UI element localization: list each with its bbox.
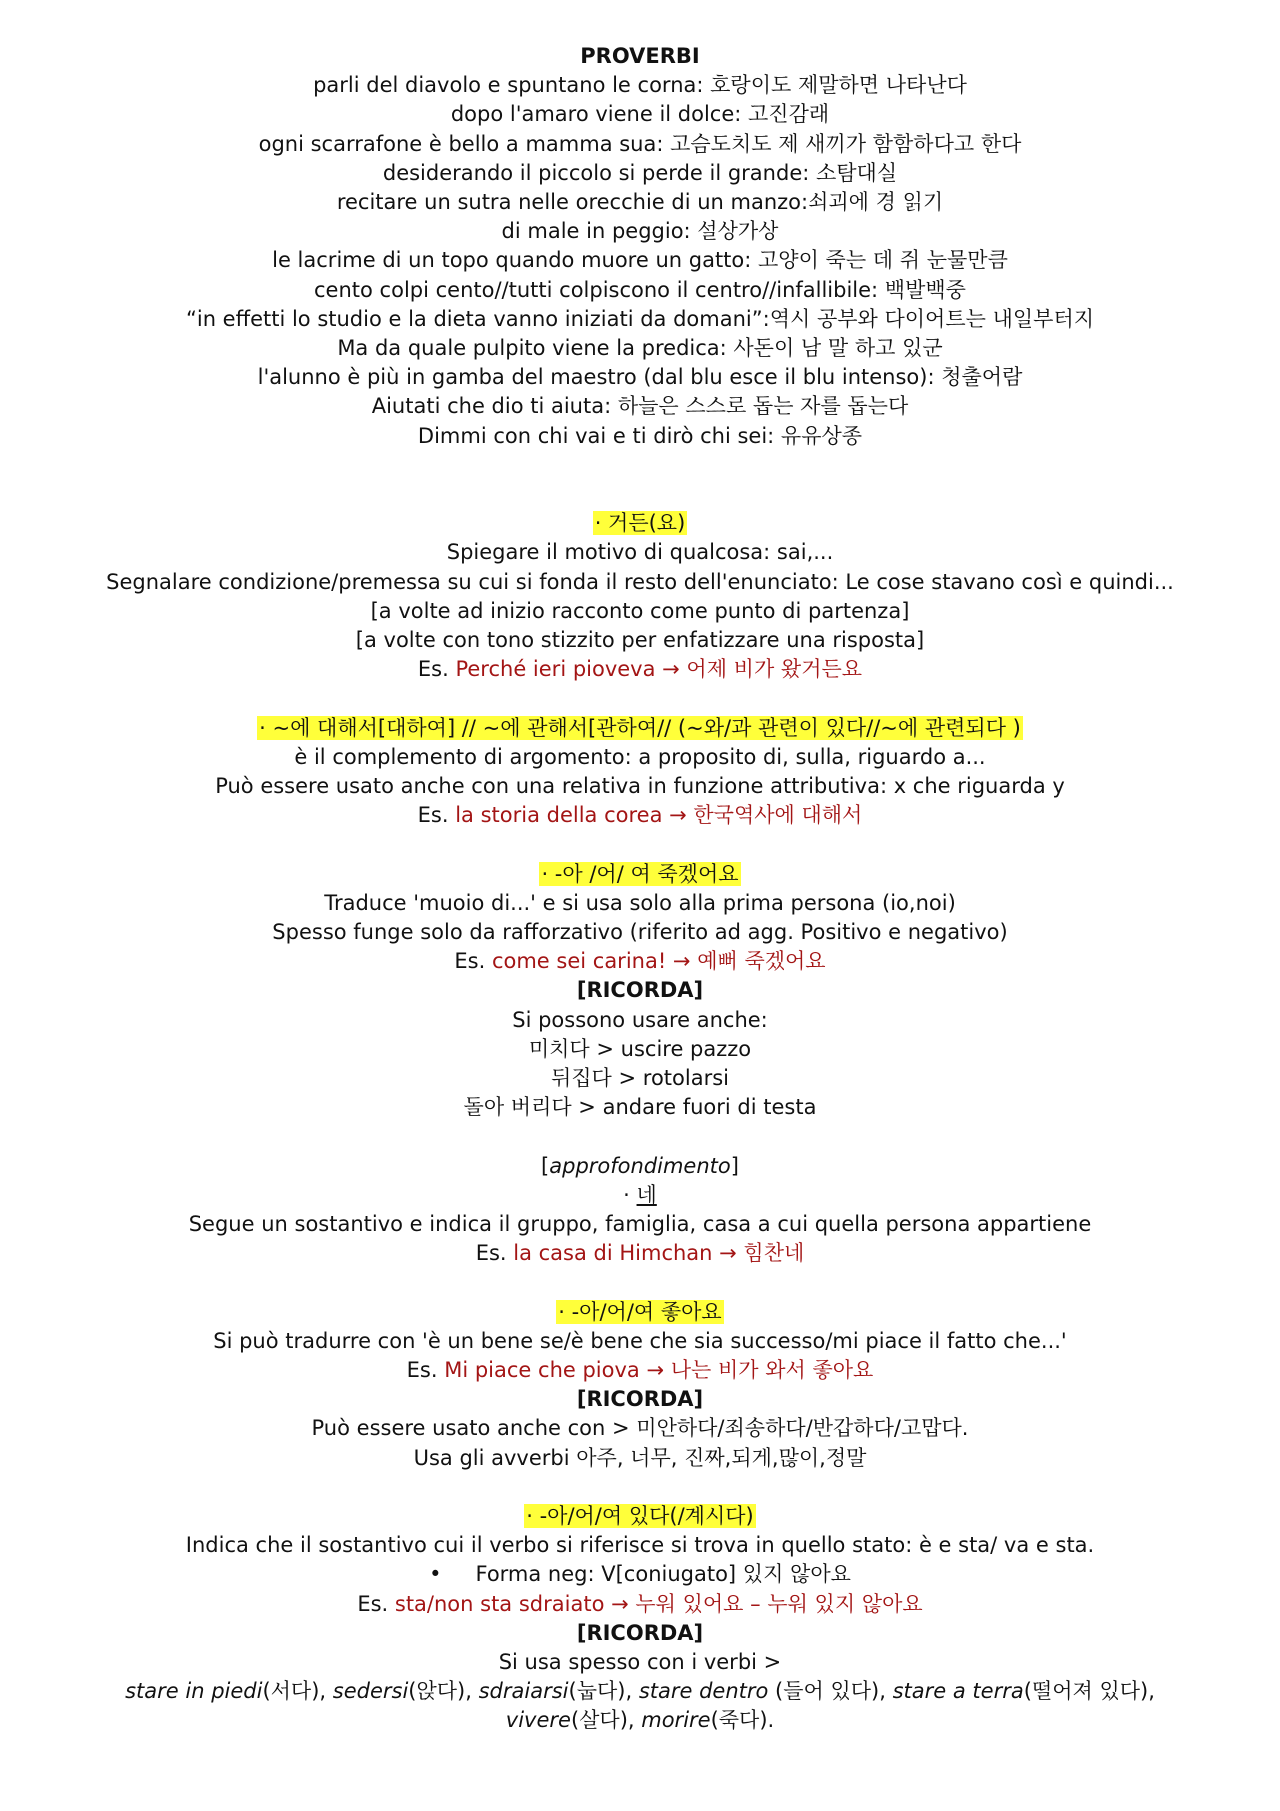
example-text: Mi piace che piova → 나는 비가 와서 좋아요 bbox=[444, 1358, 874, 1383]
example-line: Es. la casa di Himchan → 힘찬네 bbox=[475, 1241, 805, 1266]
section-geodeun bbox=[0, 509, 1280, 538]
proverb-line: Dimmi con chi vai e ti dirò chi sei: 유유상종 bbox=[417, 423, 863, 448]
section-heading: · -아/어/여 좋아요 bbox=[558, 1299, 722, 1324]
ricorda-label: [RICORDA] bbox=[576, 1620, 704, 1645]
text-line: Può essere usato anche con una relativa in funzione attributiva: x che riguarda y bbox=[215, 774, 1065, 799]
section-heading: · -아 /어/ 여 죽겠어요 bbox=[541, 861, 739, 886]
text-line: Può essere usato anche con > 미안하다/죄송하다/반갑하다/고맙다. bbox=[311, 1416, 969, 1441]
bullet-line: • Forma neg: V[coniugato] 있지 않아요 bbox=[429, 1562, 851, 1587]
proverb-line: Aiutati che dio ti aiuta: 하늘은 스스로 돕는 자를 돕는다 bbox=[371, 394, 909, 419]
proverb-line: cento colpi cento//tutti colpiscono il centro//infallibile: 백발백중 bbox=[314, 277, 966, 302]
verbs-line: vivere(살다), morire(죽다). bbox=[505, 1708, 775, 1733]
bullet-icon: • bbox=[429, 1562, 442, 1587]
section-daehaeseo bbox=[0, 714, 1280, 743]
text-line: 뒤집다 > rotolarsi bbox=[550, 1066, 730, 1091]
example-line: Es. come sei carina! → 예뻐 죽겠어요 bbox=[454, 949, 826, 974]
section-heading: · 거든(요) bbox=[594, 511, 686, 536]
text-line: Segnalare condizione/premessa su cui si fonda il resto dell'enunciato: Le cose stavano così e quindi... bbox=[106, 569, 1174, 594]
text-line: Spesso funge solo da rafforzativo (riferito ad agg. Positivo e negativo) bbox=[272, 920, 1008, 945]
text-line: Segue un sostantivo e indica il gruppo, famiglia, casa a cui quella persona appartiene bbox=[188, 1212, 1092, 1237]
example-text: la storia della corea → 한국역사에 대해서 bbox=[455, 803, 863, 828]
verbs-line: stare in piedi(서다), sedersi(앉다), sdraiarsi(눕다), stare dentro (들어 있다), stare a terra(떨어져 있다), bbox=[125, 1679, 1155, 1704]
ricorda-label: [RICORDA] bbox=[576, 978, 704, 1003]
proverb-line: Ma da quale pulpito viene la predica: 사돈이 남 말 하고 있군 bbox=[337, 336, 943, 361]
proverbi-list bbox=[0, 71, 1280, 451]
text-line: Traduce 'muoio di...' e si usa solo alla prima persona (io,noi) bbox=[324, 890, 956, 915]
proverb-line: l'alunno è più in gamba del maestro (dal blu esce il blu intenso): 청출어람 bbox=[257, 365, 1023, 390]
text-line: [a volte con tono stizzito per enfatizzare una risposta] bbox=[355, 628, 925, 653]
section-heading: · -아/어/여 있다(/계시다) bbox=[526, 1504, 754, 1529]
proverb-line: di male in peggio: 설상가상 bbox=[501, 219, 779, 244]
section-joayo bbox=[0, 1298, 1280, 1327]
text-line: è il complemento di argomento: a proposito di, sulla, riguardo a... bbox=[294, 744, 986, 769]
document-page bbox=[0, 42, 1280, 1736]
text-line: Si usa spesso con i verbi > bbox=[498, 1650, 782, 1675]
text-line: Si possono usare anche: bbox=[512, 1007, 768, 1032]
example-text: Perché ieri pioveva → 어제 비가 왔거든요 bbox=[455, 657, 863, 682]
section-itda bbox=[0, 1502, 1280, 1531]
proverb-line: recitare un sutra nelle orecchie di un manzo:쇠괴에 경 읽기 bbox=[336, 190, 944, 215]
section-jukgesseoyo bbox=[0, 860, 1280, 889]
text-line: Si può tradurre con 'è un bene se/è bene che sia successo/mi piace il fatto che...' bbox=[213, 1328, 1067, 1353]
example-text: sta/non sta sdraiato → 누워 있어요 – 누워 있지 않아요 bbox=[394, 1591, 923, 1616]
proverbi-title: PROVERBI bbox=[580, 44, 700, 68]
example-line: Es. Mi piace che piova → 나는 비가 와서 좋아요 bbox=[406, 1358, 874, 1383]
example-line: Es. la storia della corea → 한국역사에 대해서 bbox=[417, 803, 863, 828]
proverb-line: desiderando il piccolo si perde il grande: 소탐대실 bbox=[382, 160, 898, 185]
proverb-line: dopo l'amaro viene il dolce: 고진감래 bbox=[450, 102, 830, 127]
example-line: Es. Perché ieri pioveva → 어제 비가 왔거든요 bbox=[417, 657, 863, 682]
proverb-line: ogni scarrafone è bello a mamma sua: 고슴도치도 제 새끼가 함함하다고 한다 bbox=[258, 131, 1022, 156]
proverb-line: parli del diavolo e spuntano le corna: 호랑이도 제말하면 나타난다 bbox=[313, 73, 967, 98]
text-line: 돌아 버리다 > andare fuori di testa bbox=[463, 1095, 817, 1120]
ricorda-label: [RICORDA] bbox=[576, 1387, 704, 1412]
approfondimento-heading: · 네 bbox=[623, 1182, 657, 1207]
section-heading: · ~에 대해서[대하여] // ~에 관해서[관하여// (~와/과 관련이 있다//~에 관련되다 ) bbox=[259, 715, 1021, 740]
proverb-line: “in effetti lo studio e la dieta vanno iniziati da domani”:역시 공부와 다이어트는 내일부터지 bbox=[185, 306, 1095, 331]
text-line: Usa gli avverbi 아주, 너무, 진짜,되게,많이,정말 bbox=[413, 1445, 867, 1470]
text-line: [a volte ad inizio racconto come punto di partenza] bbox=[370, 598, 910, 623]
approfondimento-label: [approfondimento] bbox=[541, 1153, 739, 1178]
example-text: come sei carina! → 예뻐 죽겠어요 bbox=[491, 949, 826, 974]
text-line: Spiegare il motivo di qualcosa: sai,... bbox=[446, 540, 834, 565]
proverb-line: le lacrime di un topo quando muore un gatto: 고양이 죽는 데 쥐 눈물만큼 bbox=[272, 248, 1008, 273]
text-line: 미치다 > uscire pazzo bbox=[528, 1036, 752, 1061]
text-line: Indica che il sostantivo cui il verbo si riferisce si trova in quello stato: è e sta/ va e sta. bbox=[185, 1533, 1095, 1558]
example-line: Es. sta/non sta sdraiato → 누워 있어요 – 누워 있지 않아요 bbox=[357, 1591, 923, 1616]
example-text: la casa di Himchan → 힘찬네 bbox=[513, 1241, 805, 1266]
